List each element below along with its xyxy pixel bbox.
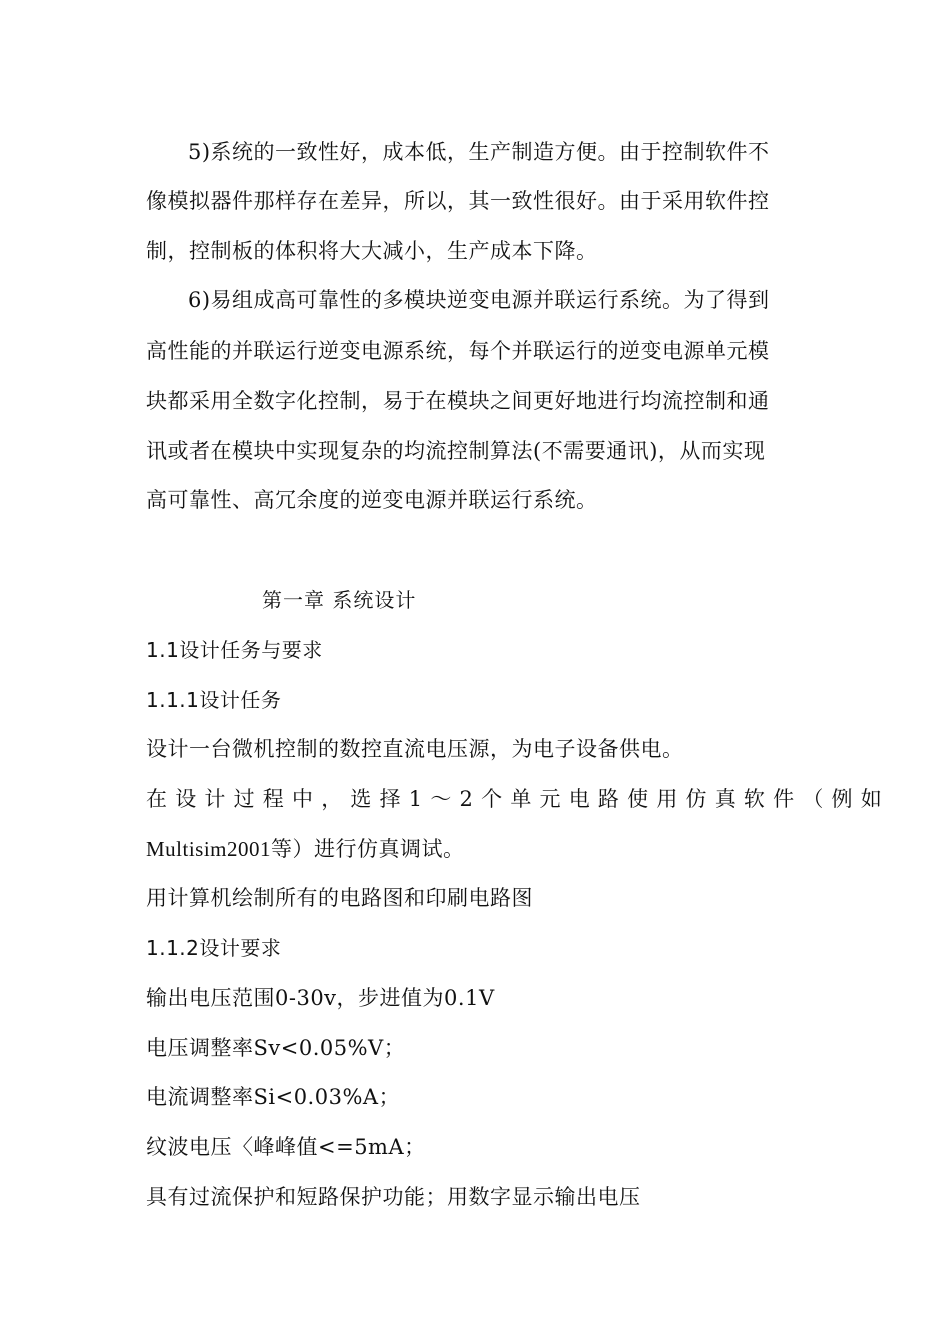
requirement-item-5: 具有过流保护和短路保护功能；用数字显示输出电压 [146,1185,641,1209]
section-1-1-1-heading: 1.1.1设计任务 [146,688,282,712]
task-item-3: Multisim2001等）进行仿真调试。 [146,837,465,861]
requirement-item-3: 电流调整率Si<0.03%A； [146,1085,401,1109]
paragraph-5-line-3: 制，控制板的体积将大大减小，生产成本下降。 [146,239,598,263]
section-1-1-2-heading: 1.1.2设计要求 [146,936,282,960]
task-item-2: 在设计过程中，选择1～2个单元电路使用仿真软件（例如 [146,787,890,811]
paragraph-6-line-5: 高可靠性、高冗余度的逆变电源并联运行系统。 [146,488,598,512]
paragraph-6-line-1: 6)易组成高可靠性的多模块逆变电源并联运行系统。为了得到 [188,288,770,312]
paragraph-6-line-3: 块都采用全数字化控制，易于在模块之间更好地进行均流控制和通 [146,389,770,413]
chapter-title: 第一章 系统设计 [262,588,417,612]
requirement-item-1: 输出电压范围0-30v，步进值为0.1V [146,986,495,1010]
requirement-item-4: 纹波电压〈峰峰值<=5mA； [146,1135,426,1159]
task-item-4: 用计算机绘制所有的电路图和印刷电路图 [146,886,533,910]
task-item-1: 设计一台微机控制的数控直流电压源，为电子设备供电。 [146,737,684,761]
paragraph-6-line-4: 讯或者在模块中实现复杂的均流控制算法(不需要通讯)，从而实现 [146,439,766,463]
paragraph-5-line-2: 像模拟器件那样存在差异，所以，其一致性很好。由于采用软件控 [146,189,770,213]
paragraph-6-line-2: 高性能的并联运行逆变电源系统，每个并联运行的逆变电源单元模 [146,339,770,363]
section-1-1-heading: 1.1设计任务与要求 [146,638,323,662]
requirement-item-2: 电压调整率Sv<0.05%V； [146,1036,406,1060]
paragraph-5-line-1: 5)系统的一致性好，成本低，生产制造方便。由于控制软件不 [188,140,770,164]
